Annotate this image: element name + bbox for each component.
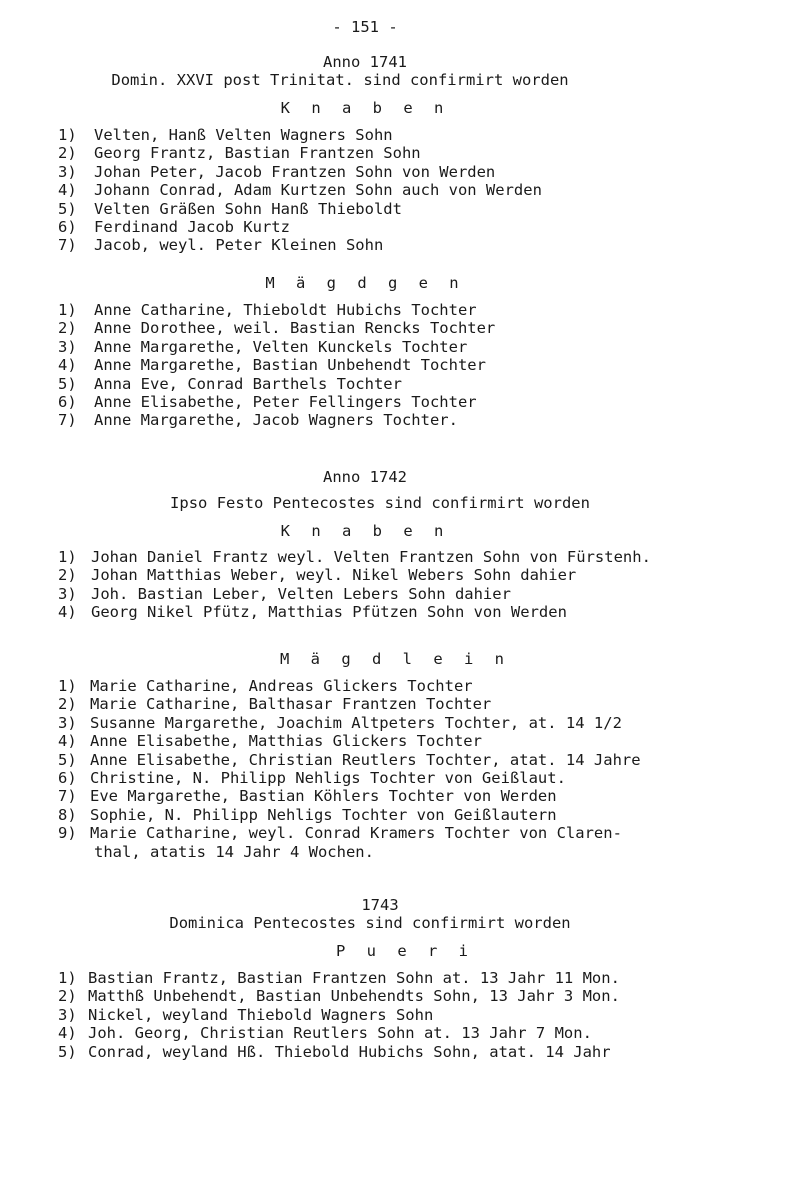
entry-number: 4) xyxy=(58,732,77,751)
entry-text: Bastian Frantz, Bastian Frantzen Sohn at. 13 Jahr 11 Mon. xyxy=(88,969,620,987)
entry-number: 5) xyxy=(58,374,77,393)
girls-heading-1742: M ä g d l e i n xyxy=(280,650,510,668)
entry-number: 2) xyxy=(58,987,77,1006)
entry-number: 1) xyxy=(58,126,77,144)
entry-text: Anne Margarethe, Jacob Wagners Tochter. xyxy=(94,411,458,430)
entry-number: 4) xyxy=(58,356,77,375)
entry-text: Anne Margarethe, Bastian Unbehendt Tochter xyxy=(94,356,486,375)
entry-number: 5) xyxy=(58,199,77,218)
entry-number: 5) xyxy=(58,1042,77,1061)
entry-text: Johann Conrad, Adam Kurtzen Sohn auch von Werden xyxy=(94,181,542,200)
entry-number: 1) xyxy=(58,677,77,695)
entry-text: Susanne Margarethe, Joachim Altpeters Tochter, at. 14 1/2 xyxy=(90,713,622,732)
entry-number: 2) xyxy=(58,144,77,163)
entry-number: 4) xyxy=(58,603,77,622)
year-heading-1741: Anno 1741 xyxy=(323,53,407,71)
year-heading-1742: Anno 1742 xyxy=(323,468,407,486)
occasion-1742: Ipso Festo Pentecostes sind confirmirt worden xyxy=(170,494,590,512)
entry-number: 5) xyxy=(58,750,77,769)
year-heading-1743: 1743 xyxy=(361,896,399,914)
entry-number: 9) xyxy=(58,824,77,843)
page-number: - 151 - xyxy=(332,18,398,36)
entry-number: 2) xyxy=(58,566,77,585)
entry-text: Anne Dorothee, weil. Bastian Rencks Tochter xyxy=(94,319,496,338)
entry-number: 8) xyxy=(58,805,77,824)
entry-text: Johan Daniel Frantz weyl. Velten Frantzen Sohn von Fürstenh. xyxy=(91,548,651,566)
entry-text: Christine, N. Philipp Nehligs Tochter von Geißlaut. xyxy=(90,769,566,787)
entry-text: Anne Elisabethe, Christian Reutlers Tochter, atat. 14 Jahre xyxy=(90,750,641,769)
entry-text: Anna Eve, Conrad Barthels Tochter xyxy=(94,374,402,393)
girls-heading-1741: M ä g d g e n xyxy=(265,274,465,292)
entry-number: 4) xyxy=(58,181,77,200)
entry-text: Jacob, weyl. Peter Kleinen Sohn xyxy=(94,236,384,255)
entry-text: Marie Catharine, weyl. Conrad Kramers Tochter von Claren- xyxy=(90,824,622,843)
entry-text: Johan Peter, Jacob Frantzen Sohn von Werden xyxy=(94,162,496,181)
entry-text: Conrad, weyland Hß. Thiebold Hubichs Sohn, atat. 14 Jahr xyxy=(88,1042,611,1061)
entry-text: Anne Elisabethe, Peter Fellingers Tochter xyxy=(94,393,477,411)
entry-text: Sophie, N. Philipp Nehligs Tochter von Geißlautern xyxy=(90,805,557,824)
entry-number: 1) xyxy=(58,969,77,987)
entry-number: 3) xyxy=(58,162,77,181)
girls-continuation-1742: thal, atatis 14 Jahr 4 Wochen. xyxy=(94,843,374,861)
entry-number: 3) xyxy=(58,584,77,603)
entry-text: Georg Nikel Pfütz, Matthias Pfützen Sohn von Werden xyxy=(91,603,567,622)
boys-heading-1741: K n a b e n xyxy=(280,99,450,117)
entry-text: Nickel, weyland Thiebold Wagners Sohn xyxy=(88,1005,434,1024)
entry-number: 6) xyxy=(58,393,77,411)
occasion-1741: Domin. XXVI post Trinitat. sind confirmirt worden xyxy=(111,71,569,89)
entry-text: Velten Gräßen Sohn Hanß Thieboldt xyxy=(94,199,402,218)
entry-text: Marie Catharine, Andreas Glickers Tochter xyxy=(90,677,473,695)
occasion-1743: Dominica Pentecostes sind confirmirt worden xyxy=(169,914,571,932)
entry-text: Johan Matthias Weber, weyl. Nikel Webers Sohn dahier xyxy=(91,566,577,585)
entry-text: Anne Catharine, Thieboldt Hubichs Tochter xyxy=(94,301,477,319)
entry-text: Velten, Hanß Velten Wagners Sohn xyxy=(94,126,393,144)
entry-number: 2) xyxy=(58,319,77,338)
entry-number: 6) xyxy=(58,218,77,236)
entry-number: 7) xyxy=(58,787,77,806)
entry-text: Georg Frantz, Bastian Frantzen Sohn xyxy=(94,144,421,163)
entry-number: 2) xyxy=(58,695,77,714)
entry-number: 3) xyxy=(58,713,77,732)
boys-heading-1742: K n a b e n xyxy=(280,522,450,540)
entry-text: Anne Elisabethe, Matthias Glickers Tochter xyxy=(90,732,482,751)
entry-text: Anne Margarethe, Velten Kunckels Tochter xyxy=(94,337,468,356)
entry-number: 7) xyxy=(58,236,77,255)
entry-number: 6) xyxy=(58,769,77,787)
entry-text: Joh. Bastian Leber, Velten Lebers Sohn dahier xyxy=(91,584,511,603)
entry-number: 3) xyxy=(58,1005,77,1024)
entry-number: 4) xyxy=(58,1024,77,1043)
entry-number: 1) xyxy=(58,548,77,566)
entry-text: Eve Margarethe, Bastian Köhlers Tochter von Werden xyxy=(90,787,557,806)
entry-number: 3) xyxy=(58,337,77,356)
entry-text: Joh. Georg, Christian Reutlers Sohn at. 13 Jahr 7 Mon. xyxy=(88,1024,592,1043)
entry-number: 1) xyxy=(58,301,77,319)
entry-text: Marie Catharine, Balthasar Frantzen Tochter xyxy=(90,695,492,714)
entry-number: 7) xyxy=(58,411,77,430)
entry-text: Ferdinand Jacob Kurtz xyxy=(94,218,290,236)
entry-text: Matthß Unbehendt, Bastian Unbehendts Sohn, 13 Jahr 3 Mon. xyxy=(88,987,620,1006)
boys-heading-1743: P u e r i xyxy=(336,942,474,960)
